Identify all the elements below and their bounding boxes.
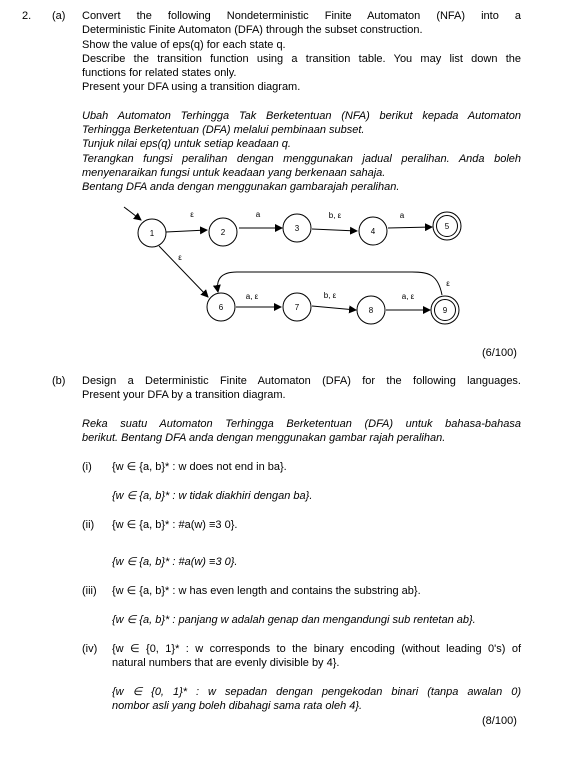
item-iv-label: (iv): [82, 643, 98, 655]
state-label: 4: [370, 227, 376, 236]
question-number: 2.: [22, 10, 32, 22]
part-b-ms-line: berikut. Bentang DFA anda dengan menggunakan gambar rajah peralihan.: [82, 432, 446, 444]
item-iii-ms: {w ∈ {a, b}* : panjang w adalah genap dan mengandungi sub rentetan ab}.: [112, 614, 476, 626]
edge-label: a: [399, 211, 405, 220]
item-iii-en: {w ∈ {a, b}* : w has even length and contains the substring ab}.: [112, 585, 421, 597]
edge-label: b, ε: [323, 291, 337, 300]
edge-label: ε: [446, 279, 450, 288]
transition-7-8: [312, 306, 356, 310]
part-a-marks: (6/100): [482, 347, 517, 359]
part-a-label: (a): [52, 10, 66, 22]
part-a-ms-line: Bentang DFA anda dengan menggunakan gambarajah peralihan.: [82, 181, 400, 193]
transition-1-2: [166, 230, 207, 232]
part-b-label: (b): [52, 375, 66, 387]
edge-label: a, ε: [401, 292, 415, 301]
item-ii-ms: {w ∈ {a, b}* : #a(w) ≡3 0}.: [112, 556, 238, 568]
state-label: 1: [149, 229, 155, 238]
start-arrow: [124, 207, 141, 220]
item-iv-en-line: natural numbers that are evenly divisible by 4}.: [112, 657, 340, 669]
item-ii-en: {w ∈ {a, b}* : #a(w) ≡3 0}.: [112, 519, 238, 531]
state-label: 9: [442, 306, 448, 315]
part-a-en-line: Convert the following Nondeterministic Finite Automaton (NFA) into a: [82, 10, 521, 22]
edge-label: a: [255, 210, 261, 219]
item-iv-ms-line: nombor asli yang boleh dibahagi sama rata oleh 4}.: [112, 700, 363, 712]
state-label: 3: [294, 224, 300, 233]
part-b-en-line: Design a Deterministic Finite Automaton (DFA) for the following languages.: [82, 375, 521, 387]
item-iv-en-line: {w ∈ {0, 1}* : w corresponds to the binary encoding (without leading 0's) of: [112, 643, 521, 655]
nfa-diagram: [112, 202, 472, 327]
item-iii-label: (iii): [82, 585, 97, 597]
item-ii-label: (ii): [82, 519, 95, 531]
edge-label: ε: [190, 210, 194, 219]
state-label: 6: [218, 303, 224, 312]
part-a-ms-line: menyenaraikan fungsi untuk keadaan yang berkenaan sahaja.: [82, 167, 386, 179]
item-i-en: {w ∈ {a, b}* : w does not end in ba}.: [112, 461, 287, 473]
state-label: 2: [220, 228, 226, 237]
part-a-en-line: Deterministic Finite Automaton (DFA) through the subset construction.: [82, 24, 423, 36]
transition-4-5: [388, 227, 432, 228]
edge-label: b, ε: [328, 211, 342, 220]
part-a-en-line: functions for related states only.: [82, 67, 237, 79]
part-a-ms-line: Terhingga Berketentuan (DFA) melalui pembinaan subset.: [82, 124, 365, 136]
part-a-ms-line: Ubah Automaton Terhingga Tak Berketentuan (NFA) berikut kepada Automaton: [82, 110, 521, 122]
state-label: 5: [444, 222, 450, 231]
part-b-marks: (8/100): [482, 715, 517, 727]
transition-3-4: [312, 229, 357, 231]
part-b-en-line: Present your DFA by a transition diagram.: [82, 389, 286, 401]
edge-label: a, ε: [245, 292, 259, 301]
state-label: 7: [294, 303, 300, 312]
part-a-ms-line: Terangkan fungsi peralihan dengan menggunakan jadual peralihan. Anda boleh: [82, 153, 521, 165]
part-a-en-line: Show the value of eps(q) for each state q.: [82, 39, 286, 51]
part-b-ms-line: Reka suatu Automaton Terhingga Berketentuan (DFA) untuk bahasa-bahasa: [82, 418, 521, 430]
state-label: 8: [368, 306, 374, 315]
item-i-ms: {w ∈ {a, b}* : w tidak diakhiri dengan ba}.: [112, 490, 313, 502]
edge-label: ε: [178, 253, 182, 262]
part-a-en-line: Present your DFA using a transition diagram.: [82, 81, 301, 93]
item-iv-ms-line: {w ∈ {0, 1}* : w sepadan dengan pengekodan binari (tanpa awalan 0): [112, 686, 521, 698]
part-a-ms-line: Tunjuk nilai eps(q) untuk setiap keadaan q.: [82, 138, 291, 150]
transition-1-6: [159, 246, 208, 297]
item-i-label: (i): [82, 461, 92, 473]
part-a-en-line: Describe the transition function using a transition table. You may list down the: [82, 53, 521, 65]
